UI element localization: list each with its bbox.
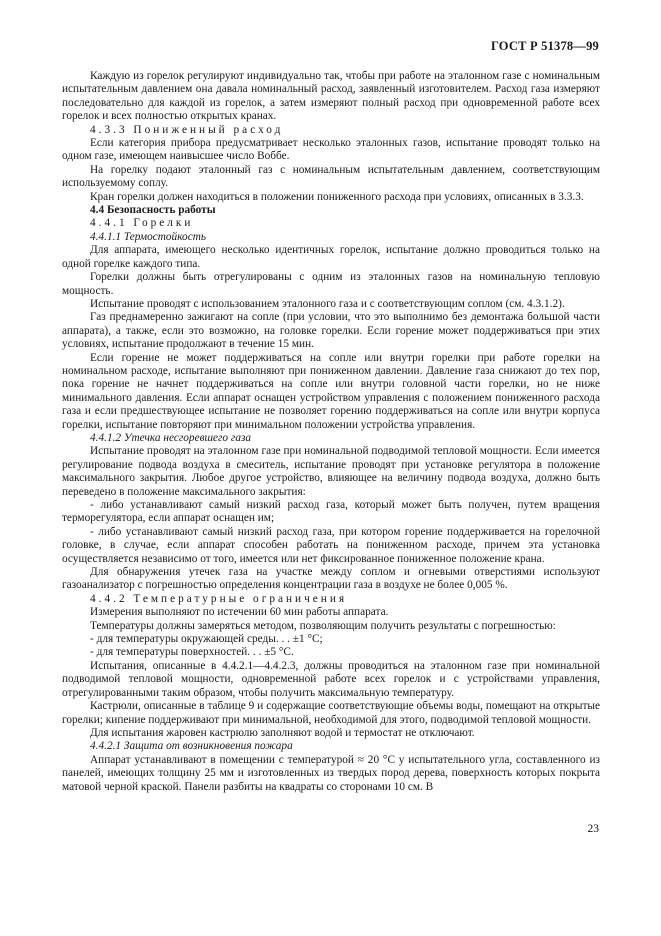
paragraph: Кастрюли, описанные в таблице 9 и содержащие соответствующие объемы воды, помещают на открытые горелки; кипение поддерживают при минимальной, необходимой для этого, подводимой тепловой мощности. (62, 700, 600, 726)
list-item: - либо устанавливают самый низкий расход газа, который может быть получен, путем вращения терморегулятора, если аппарат оснащен им; (62, 499, 600, 525)
paragraph: Испытание проводят с использованием эталонного газа и с соответствующим соплом (см. 4.3.1.2). (90, 297, 565, 310)
paragraph: Горелки должны быть отрегулированы с одним из эталонных газов на номинальную тепловую мощность. (62, 271, 600, 297)
section-heading-4-3-3: 4.3.3 Пониженный расход (90, 123, 284, 136)
list-item: - либо устанавливают самый низкий расход газа, при котором горение поддерживается на горелочной головке, в случае, если аппарат способен работать на пониженном расходе, причем эта установка осуществляется независимо от того, имеется или нет фиксированное пониженное положение крана. (62, 525, 600, 565)
standard-header: ГОСТ Р 51378—99 (490, 39, 599, 53)
paragraph: Для аппарата, имеющего несколько идентичных горелок, испытание должно проводиться только на одной горелке каждого типа. (62, 244, 600, 270)
section-heading-4-4-1-2: 4.4.1.2 Утечка несгоревшего газа (90, 431, 252, 444)
section-heading-4-4-2-1: 4.4.2.1 Защита от возникновения пожара (90, 740, 293, 753)
section-heading-4-4-1: 4.4.1 Горелки (90, 217, 194, 230)
section-heading-4-4-2: 4.4.2 Температурные ограничения (90, 592, 348, 605)
paragraph: Каждую из горелок регулируют индивидуально так, чтобы при работе на эталонном газе с номинальным испытательным давлением она давала номинальный расход, заявленный изготовителем. Расход газа измеряют последовательно для каждой из горелок, а затем измеряют полный расход при одновременной работе всех горелок и всех полностью открытых кранах. (62, 70, 600, 123)
list-item: - для температуры окружающей среды. . . ±1 °C; (90, 633, 323, 646)
paragraph: Измерения выполняют по истечении 60 мин работы аппарата. (90, 606, 389, 619)
paragraph: Для обнаружения утечек газа на участке между соплом и огневыми отверстиями используют газоанализатор с погрешностью определения концентрации газа в воздухе не более 0,005 %. (62, 566, 600, 592)
page-number: 23 (587, 823, 599, 835)
list-item: - для температуры поверхностей. . . ±5 °C. (90, 646, 294, 659)
paragraph: Испытания, описанные в 4.4.2.1—4.4.2.3, должны проводиться на эталонном газе при номинальной подводимой тепловой мощности, одновременной работе всех горелок и с устройствами управления, отрегулированными таким образом, чтобы получить максимальную температуру. (62, 659, 600, 699)
paragraph: Температуры должны замеряться методом, позволяющим получить результаты с погрешностью: (90, 619, 556, 632)
document-body (62, 70, 600, 794)
paragraph: Если категория прибора предусматривает несколько эталонных газов, испытание проводят только на одном газе, имеющем наивысшее число Воббе. (62, 137, 600, 163)
paragraph: Кран горелки должен находиться в положении пониженного расхода при условиях, описанных в 3.3.3. (90, 190, 584, 203)
paragraph: Газ преднамеренно зажигают на сопле (при условии, что это выполнимо без демонтажа большой части аппарата), а также, если это возможно, на головке горелки. Если горение может поддерживаться при этих условиях, испытание продолжают в течение 15 мин. (62, 311, 600, 351)
paragraph: Испытание проводят на эталонном газе при номинальной подводимой тепловой мощности. Если имеется регулирование подвода воздуха в смеситель, испытание проводят при установке регулятора в положение максимального закрытия. Любое другое устройство, влияющее на величину подвода воздуха, должно быть переведено в положение максимального закрытия: (62, 445, 600, 498)
section-heading-4-4-1-1: 4.4.1.1 Термостойкость (90, 230, 207, 243)
section-heading-4-4: 4.4 Безопасность работы (90, 204, 216, 217)
paragraph: Если горение не может поддерживаться на сопле или внутри горелки при работе горелки на номинальном расходе, испытание выполняют при пониженном давлении. Давление газа снижают до тех пор, пока горение не начнет поддерживаться на сопле или внутри головной части горелки, но не ниже минимального давления. Если аппарат оснащен устройством управления с положением пониженного расхода газа и если предшествующее испытание не позволяет горению поддерживаться на сопле или внутри корпуса горелки, испытание повторяют при минимальном положении устройства управления. (62, 351, 600, 431)
paragraph: На горелку подают эталонный газ с номинальным испытательным давлением, соответствующим используемому соплу. (62, 163, 600, 190)
paragraph: Аппарат устанавливают в помещении с температурой ≈ 20 °C у испытательного угла, составленного из панелей, имеющих толщину 25 мм и изготовленных из твердых пород дерева, поверхность которых покрыта матовой черной краской. Панели разбиты на квадраты со сторонами 10 см. В (62, 753, 600, 793)
paragraph: Для испытания жаровен кастрюлю заполняют водой и термостат не отключают. (90, 726, 475, 739)
